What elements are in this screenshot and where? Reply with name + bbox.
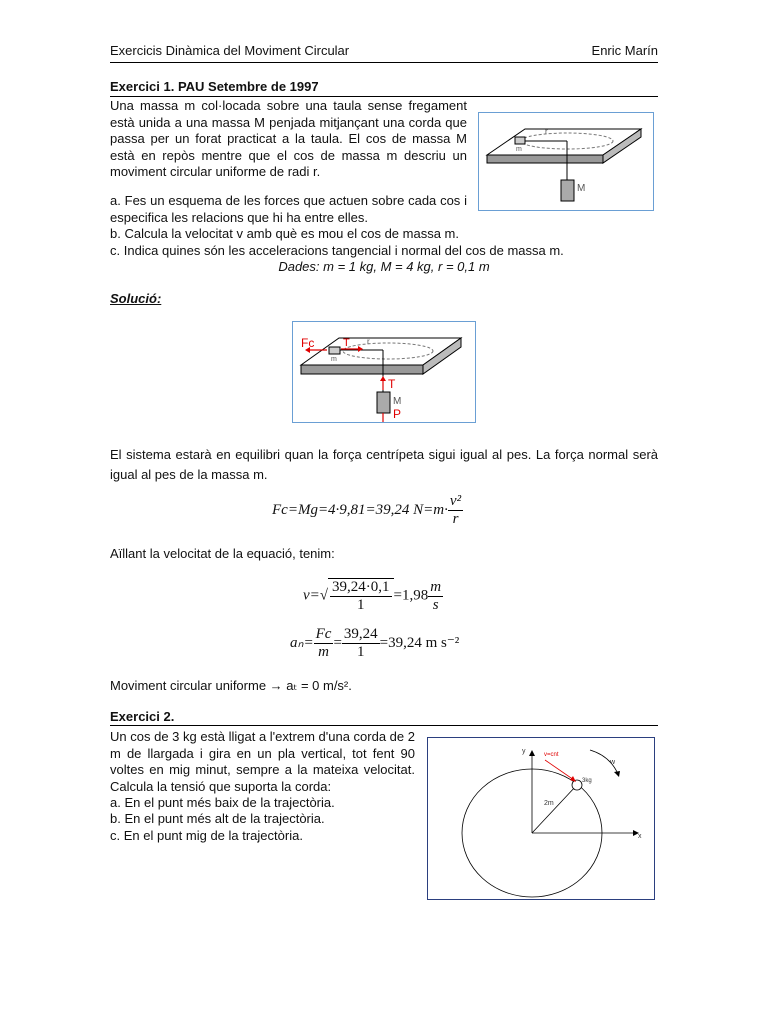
label-2m: 2m bbox=[544, 800, 554, 807]
label-fc: Fc bbox=[301, 336, 315, 350]
equation-fc bbox=[272, 493, 463, 528]
label-m: m bbox=[516, 146, 522, 153]
page-header bbox=[110, 43, 658, 58]
ex1-question-b: b. Calcula la velocitat v amb què es mou el cos de massa m. bbox=[110, 226, 459, 241]
equation-an-lhs: aₙ= bbox=[290, 634, 314, 651]
ex2-question-c: c. En el punt mig de la trajectòria. bbox=[110, 828, 303, 843]
ex1-solucio-heading: Solució: bbox=[110, 291, 162, 306]
equation-v-unit-num: m bbox=[430, 578, 442, 595]
label-x: x bbox=[638, 833, 642, 840]
equation-an-num1: Fc bbox=[315, 626, 332, 642]
equation-fc-den: r bbox=[452, 511, 459, 527]
label-y: y bbox=[522, 748, 526, 755]
ex1-divider bbox=[110, 96, 658, 97]
equation-v-lhs: v= bbox=[303, 587, 320, 604]
table-diagram bbox=[479, 113, 653, 210]
header-author: Enric Marín bbox=[591, 43, 658, 58]
equation-an-den2: 1 bbox=[357, 644, 365, 660]
ex1-dades: Dades: m = 1 kg, M = 4 kg, r = 0,1 m bbox=[278, 259, 490, 274]
equation-an bbox=[290, 626, 459, 661]
ex1-sol-text: El sistema estarà en equilibri quan la força centrípeta sigui igual al pes. La força normal serà igual al pes de la massa m. bbox=[110, 447, 658, 482]
equation-an-eq: = bbox=[333, 634, 342, 651]
label-3kg: 3kg bbox=[582, 778, 592, 784]
label-w: w bbox=[610, 759, 616, 766]
label-m2: m bbox=[331, 356, 337, 363]
equation-an-den1: m bbox=[318, 644, 329, 660]
equation-v: v=√ $\frac{39,24\cdot 0,1}{1}$ =1,98 $\frac{m}{s}$ bbox=[303, 578, 442, 613]
ex2-divider bbox=[110, 725, 658, 726]
ex2-title: Exercici 2. bbox=[110, 709, 175, 724]
ex1-figure bbox=[478, 112, 654, 211]
ex2-question-a: a. En el punt més baix de la trajectòria. bbox=[110, 795, 335, 810]
ex1-question-c: c. Indica quines són les acceleracions tangencial i normal del cos de massa m. bbox=[110, 243, 564, 258]
vertical-circle-diagram bbox=[428, 738, 654, 899]
equation-v-den: 1 bbox=[357, 597, 365, 613]
ex2-text: Un cos de 3 kg està lligat a l'extrem d'una corda de 2 m de llargada i gira en un pla vertical, tot fent 90 voltes en mig minut, sempre a la mateixa velocitat. Calcula la tensió que suporta la corda: bbox=[110, 729, 415, 794]
ex1-aillant: Aïllant la velocitat de la equació, tenim: bbox=[110, 546, 335, 561]
equation-v-unit-den: s bbox=[432, 596, 439, 613]
label-p: P bbox=[393, 407, 402, 421]
force-diagram bbox=[293, 322, 475, 422]
equation-fc-num: v² bbox=[449, 493, 462, 509]
ex1-question-a: a. Fes un esquema de les forces que actuen sobre cada cos i especifica les relacions que hi ha entre elles. bbox=[110, 193, 467, 225]
header-title: Exercicis Dinàmica del Moviment Circular bbox=[110, 43, 350, 58]
equation-fc-lhs: Fc=Mg=4·9,81=39,24 N=m· bbox=[272, 501, 448, 518]
equation-v-rhs: =1,98 bbox=[393, 587, 429, 604]
equation-v-num: 39,24·0,1 bbox=[332, 579, 390, 595]
ex1-mcu: Moviment circular uniforme → aₜ = 0 m/s². bbox=[110, 678, 352, 693]
equation-an-num2: 39,24 bbox=[343, 626, 378, 642]
ex1-title: Exercici 1. PAU Setembre de 1997 bbox=[110, 79, 319, 94]
label-t-top: T bbox=[343, 337, 350, 349]
header-divider bbox=[110, 62, 658, 63]
label-t-bottom: T bbox=[388, 377, 396, 391]
ex1-intro: Una massa m col·locada sobre una taula sense fregament està unida a una massa M penjada mitjançant una corda que passa per un forat practicat a la taula. El cos de massa M està en repòs mentre que el cos de massa m descriu un moviment circular uniforme de radi r. bbox=[110, 98, 467, 180]
label-r2: r bbox=[367, 337, 370, 346]
label-M: M bbox=[577, 183, 586, 194]
label-v-const: v=cnt bbox=[544, 752, 559, 758]
ex2-figure bbox=[427, 737, 655, 900]
label-M2: M bbox=[393, 396, 402, 407]
ex2-question-b: b. En el punt més alt de la trajectòria. bbox=[110, 811, 325, 826]
label-r: r bbox=[545, 127, 548, 136]
equation-an-rhs: =39,24 m s⁻² bbox=[379, 634, 460, 651]
ex1-solution-figure bbox=[292, 321, 476, 423]
